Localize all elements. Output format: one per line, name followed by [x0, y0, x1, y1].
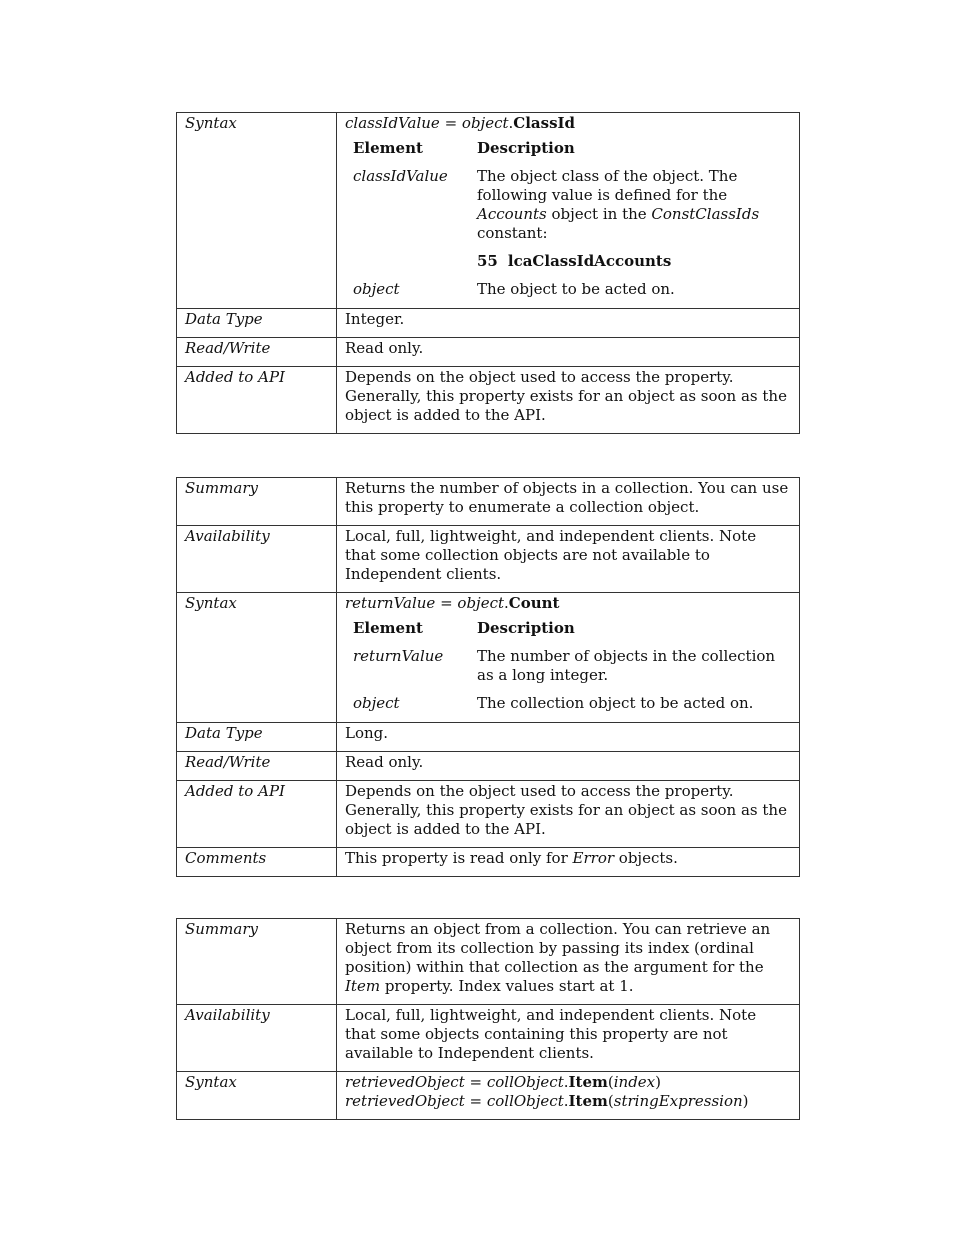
description-header: Description: [477, 619, 575, 637]
summary-italic: Item: [345, 977, 381, 995]
summary-text: Returns an object from a collection. You can retrieve an object from its collection by passing its index (ordinal position) within that collection as the argument for the: [345, 920, 771, 976]
element-name: returnValue: [353, 647, 444, 665]
syntax-result: retrievedObject: [345, 1073, 465, 1091]
element-table: [345, 139, 791, 308]
comments-value: [337, 848, 800, 877]
summary-value: [337, 919, 800, 1005]
element-row: [345, 647, 791, 694]
readwrite-row: [177, 338, 800, 367]
summary-row: [177, 919, 800, 1005]
syntax-line: [345, 594, 791, 613]
desc-text: object in the: [546, 205, 652, 223]
availability-row: [177, 1005, 800, 1072]
datatype-value: Integer.: [337, 309, 800, 338]
syntax-row: [177, 113, 800, 309]
element-name: object: [353, 280, 400, 298]
element-table: [345, 619, 791, 722]
syntax-property: Count: [508, 594, 560, 612]
comments-text: objects.: [614, 849, 678, 867]
syntax-equals: =: [435, 594, 458, 612]
syntax-cell: [337, 593, 800, 723]
syntax-row: [177, 593, 800, 723]
datatype-row: [177, 309, 800, 338]
desc-italic: Accounts: [477, 205, 547, 223]
description-header: Description: [477, 139, 575, 157]
datatype-value: Long.: [337, 723, 800, 752]
syntax-object: object: [461, 114, 509, 132]
constant-value: 55: [477, 252, 498, 270]
availability-label: Availability: [177, 1005, 337, 1072]
syntax-dot: .: [508, 114, 514, 132]
syntax-paren: ): [742, 1092, 749, 1110]
syntax-result: returnValue: [345, 594, 436, 612]
constant-line: [477, 252, 791, 271]
element-header: Element: [353, 619, 423, 637]
syntax-label: Syntax: [177, 593, 337, 723]
comments-italic: Error: [572, 849, 615, 867]
readwrite-label: Read/Write: [177, 338, 337, 367]
comments-row: [177, 848, 800, 877]
syntax-cell: [337, 1072, 800, 1120]
syntax-line-1: [345, 1073, 791, 1092]
added-label: Added to API: [177, 781, 337, 848]
syntax-cell: [337, 113, 800, 309]
datatype-label: Data Type: [177, 723, 337, 752]
summary-label: Summary: [177, 919, 337, 1005]
readwrite-value: Read only.: [337, 338, 800, 367]
syntax-dot: .: [563, 1073, 569, 1091]
desc-italic: ConstClassIds: [651, 205, 760, 223]
syntax-property: Item: [568, 1073, 608, 1091]
syntax-dot: .: [563, 1092, 569, 1110]
summary-value: Returns the number of objects in a collection. You can use this property to enumerate a collection object.: [337, 478, 800, 526]
constant-name: lcaClassIdAccounts: [507, 252, 672, 270]
readwrite-value: Read only.: [337, 752, 800, 781]
summary-row: [177, 478, 800, 526]
syntax-row: [177, 1072, 800, 1120]
availability-label: Availability: [177, 526, 337, 593]
added-row: [177, 781, 800, 848]
syntax-dot: .: [504, 594, 509, 612]
element-row: [345, 694, 791, 722]
summary-text: property. Index values start at 1.: [380, 977, 634, 995]
availability-row: [177, 526, 800, 593]
readwrite-row: [177, 752, 800, 781]
item-property-table: [176, 918, 800, 1120]
readwrite-label: Read/Write: [177, 752, 337, 781]
syntax-property: ClassId: [513, 114, 576, 132]
syntax-label: Syntax: [177, 113, 337, 309]
element-name: object: [353, 694, 400, 712]
added-row: [177, 367, 800, 434]
syntax-object: collObject: [486, 1073, 564, 1091]
syntax-line: [345, 114, 791, 133]
classid-property-table: [176, 112, 800, 434]
added-label: Added to API: [177, 367, 337, 434]
syntax-property: Item: [568, 1092, 608, 1110]
summary-label: Summary: [177, 478, 337, 526]
syntax-result: retrievedObject: [345, 1092, 465, 1110]
syntax-argument: stringExpression: [613, 1092, 743, 1110]
comments-text: This property is read only for: [345, 849, 573, 867]
added-value: Depends on the object used to access the property. Generally, this property exists for an object as soon as the object is added to the API.: [337, 781, 800, 848]
count-property-table: [176, 477, 800, 877]
element-row: [345, 167, 791, 280]
syntax-paren: (: [607, 1073, 614, 1091]
element-row: [345, 280, 791, 308]
syntax-line-2: [345, 1092, 791, 1111]
syntax-object: collObject: [486, 1092, 564, 1110]
datatype-row: [177, 723, 800, 752]
syntax-object: object: [457, 594, 505, 612]
syntax-result: classIdValue: [345, 114, 440, 132]
element-description: The object to be acted on.: [477, 280, 675, 298]
syntax-argument: index: [613, 1073, 656, 1091]
added-value: Depends on the object used to access the property. Generally, this property exists for an object as soon as the object is added to the API.: [337, 367, 800, 434]
desc-text: constant:: [477, 224, 548, 242]
element-header: Element: [353, 139, 423, 157]
syntax-equals: =: [464, 1073, 487, 1091]
element-header-row: [345, 139, 791, 167]
availability-value: Local, full, lightweight, and independent clients. Note that some objects containing this property are not available to Independent clients.: [337, 1005, 800, 1072]
syntax-equals: =: [439, 114, 462, 132]
comments-label: Comments: [177, 848, 337, 877]
element-header-row: [345, 619, 791, 647]
syntax-paren: (: [607, 1092, 614, 1110]
datatype-label: Data Type: [177, 309, 337, 338]
syntax-equals: =: [464, 1092, 487, 1110]
syntax-label: Syntax: [177, 1072, 337, 1120]
element-description: The collection object to be acted on.: [477, 694, 754, 712]
element-description: [469, 167, 791, 280]
syntax-paren: ): [655, 1073, 662, 1091]
desc-text: The object class of the object. The following value is defined for the: [477, 167, 738, 204]
element-name: classIdValue: [353, 167, 448, 185]
availability-value: Local, full, lightweight, and independent clients. Note that some collection objects are not available to Independent clients.: [337, 526, 800, 593]
element-description: The number of objects in the collection as a long integer.: [477, 647, 776, 684]
